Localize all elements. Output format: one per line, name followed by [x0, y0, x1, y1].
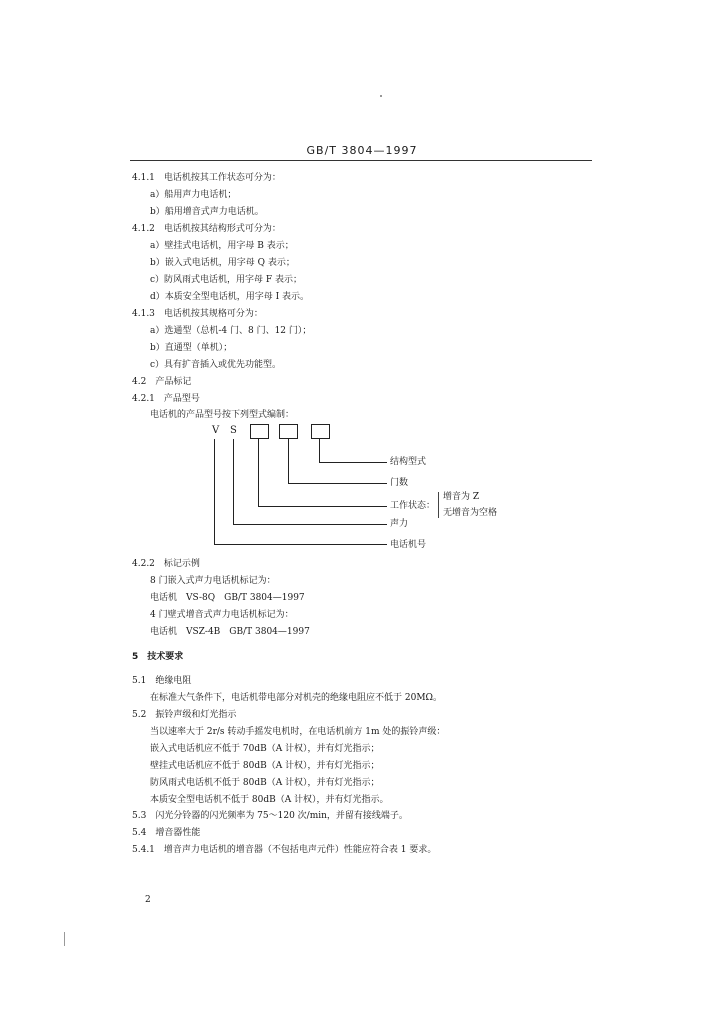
clause-4-1-1: 4.1.1 电话机按其工作状态可分为： — [132, 173, 281, 183]
code-letter-v: V — [212, 425, 220, 436]
clause-5-1: 5.1 绝缘电阻 — [132, 676, 192, 686]
clause-5-2: 5.2 振铃声级和灯光指示 — [132, 710, 237, 720]
header-rule — [130, 160, 592, 161]
leader-line — [319, 462, 387, 463]
leader-line — [319, 439, 320, 463]
label-sound: 声力 — [390, 519, 409, 529]
leader-line — [214, 544, 387, 545]
paragraph: 8 门嵌入式声力电话机标记为： — [150, 576, 276, 586]
list-item: a）选通型（总机-4 门、8 门、12 门）； — [150, 326, 312, 336]
leader-line — [214, 439, 215, 545]
section-5: 5 技术要求 — [132, 652, 184, 662]
paragraph: 当以速率大于 2r/s 转动手摇发电机时，在电话机前方 1m 处的振铃声级： — [150, 727, 446, 737]
list-item: a）船用声力电话机； — [150, 190, 237, 200]
paragraph: 4 门壁式增音式声力电话机标记为： — [150, 610, 294, 620]
label-state-boost: 增音为 Z — [443, 492, 480, 502]
clause-5-4: 5.4 增音器性能 — [132, 828, 201, 838]
label-structure: 结构型式 — [390, 457, 427, 467]
page-number: 2 — [145, 895, 151, 905]
leader-line — [288, 439, 289, 484]
paragraph: 嵌入式电话机应不低于 70dB（A 计权），并有灯光指示； — [150, 744, 380, 754]
label-state: 工作状态： — [390, 501, 436, 511]
list-item: a）壁挂式电话机，用字母 B 表示； — [150, 241, 294, 251]
leader-line — [233, 439, 234, 525]
section-4-2: 4.2 产品标记 — [132, 377, 192, 387]
clause-4-1-2: 4.1.2 电话机按其结构形式可分为： — [132, 224, 281, 234]
clause-5-4-1: 5.4.1 增音声力电话机的增音器（不包括电声元件）性能应符合表 1 要求。 — [132, 845, 437, 855]
clause-5-3: 5.3 闪光分铃器的闪光频率为 75～120 次/min，并留有接线端子。 — [132, 811, 408, 821]
code-box-doors — [279, 424, 298, 439]
clause-4-2-1: 4.2.1 产品型号 — [132, 394, 200, 404]
paragraph: 壁挂式电话机应不低于 80dB（A 计权），并有灯光指示； — [150, 761, 380, 771]
list-item: b）直通型（单机）； — [150, 343, 233, 353]
list-item: c）具有扩音插入或优先功能型。 — [150, 360, 282, 370]
label-phone: 电话机号 — [390, 540, 427, 550]
clause-4-2-2: 4.2.2 标记示例 — [132, 559, 200, 569]
paragraph: 电话机 VSZ-4B GB/T 3804—1997 — [150, 627, 310, 637]
label-state-none: 无增音为空格 — [443, 508, 498, 518]
clause-4-1-3: 4.1.3 电话机按其规格可分为： — [132, 309, 263, 319]
paragraph: 防风雨式电话机不低于 80dB（A 计权），并有灯光指示； — [150, 778, 380, 788]
paragraph: 电话机 VS-8Q GB/T 3804—1997 — [150, 593, 305, 603]
list-item: b）嵌入式电话机，用字母 Q 表示； — [150, 258, 295, 268]
leader-line — [233, 524, 387, 525]
list-item: c）防风雨式电话机，用字母 F 表示； — [150, 275, 303, 285]
leader-line — [258, 506, 387, 507]
list-item: b）船用增音式声力电话机。 — [150, 207, 264, 217]
leader-line — [288, 483, 387, 484]
label-doors: 门数 — [390, 478, 409, 488]
code-letter-s: S — [230, 425, 237, 436]
brace-line — [438, 492, 439, 518]
paragraph: 电话机的产品型号按下列型式编制： — [150, 410, 295, 420]
leader-line — [258, 439, 259, 507]
page-header: GB/T 3804—1997 — [306, 144, 418, 157]
scan-speck — [380, 95, 382, 97]
code-box-state — [250, 424, 269, 439]
paragraph: 本质安全型电话机不低于 80dB（A 计权），并有灯光指示。 — [150, 795, 389, 805]
list-item: d）本质安全型电话机，用字母 I 表示。 — [150, 292, 310, 302]
code-box-structure — [311, 424, 330, 439]
scan-mark — [64, 932, 65, 946]
paragraph: 在标准大气条件下，电话机带电部分对机壳的绝缘电阻应不低于 20MΩ。 — [150, 693, 442, 703]
